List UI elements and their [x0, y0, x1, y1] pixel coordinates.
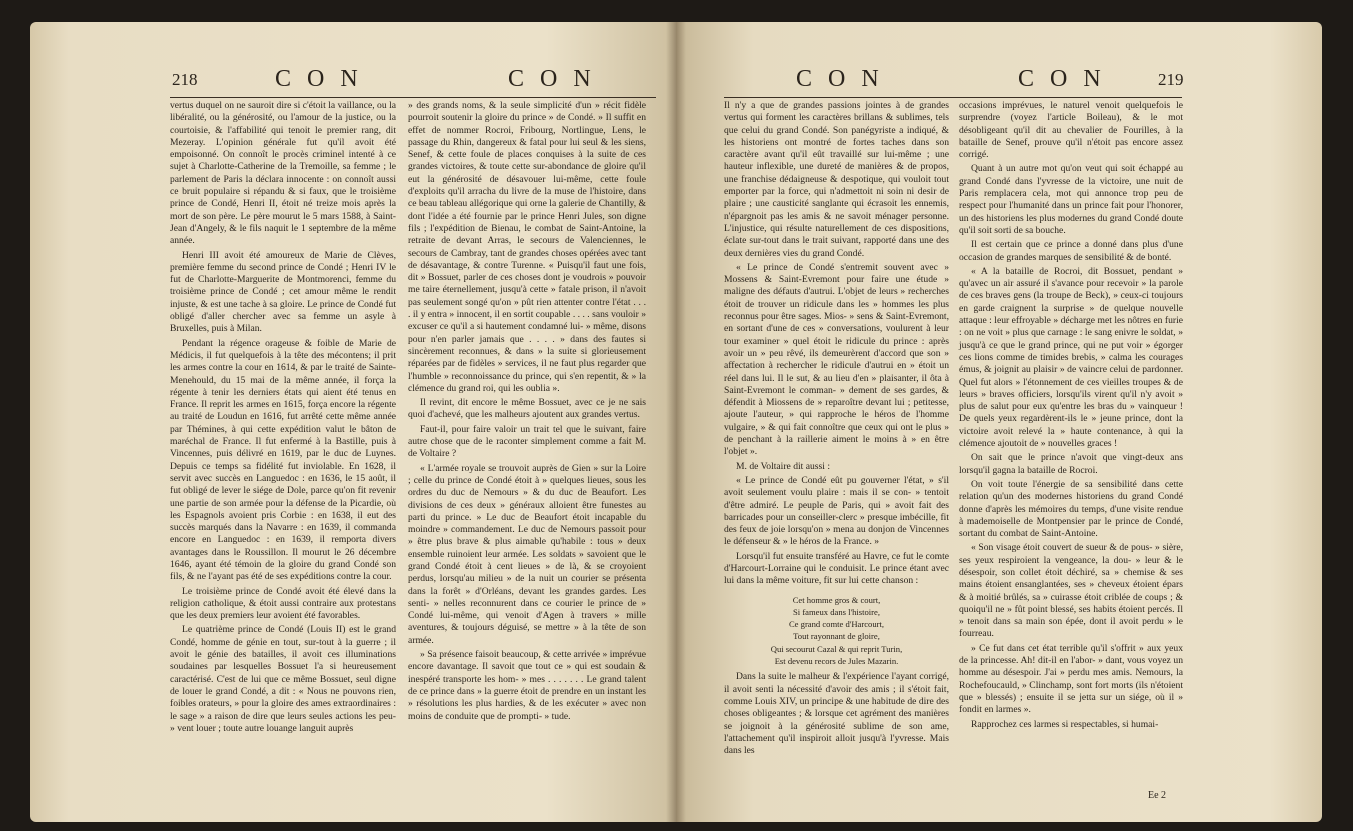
right-page-header: [676, 66, 1322, 96]
verse-line: Ce grand comte d'Harcourt,: [788, 619, 885, 630]
left-column-2: [408, 100, 646, 800]
running-head-2: C O N: [508, 66, 596, 92]
catchword: Ee 2: [1148, 790, 1167, 801]
paragraph: Pendant la régence orageuse & foible de Marie de Médicis, il fut quelquefois à la tête des mécontens; il prit les armes contre la cour en 1614, & par le traité de Sainte-Menehould, du 15 mai de la même année, il força la régente à tenir les derniers états qui aient été tenus en France. Il reprit les armes en 1615, força encore la régente au traité de Loudun en 1616, fut arrêté cette même année par Thémines, à qui cette expédition valut le bâton de maréchal de France. Il fut enfermé à la Bastille, puis à Vincennes, puis délivré en 1619, par le duc de Luynes. Depuis ce temps sa fidélité fut inviolable. En 1628, il servit avec succès en Languedoc : en 1636, le 15 août, il fut obligé de lever le siége de Dole, parce qu'on fit revenir une partie de son armée pour la défense de la Picardie, où les Espagnols avoient pris Corbie : en 1638, il eut des succès marqués dans la Navarre : en 1639, il commanda encore en Languedoc : en 1639, il remporta divers avantages dans le Roussillon. Il mourut le 26 décembre 1646, ayant été témoin de la gloire du grand Condé son fils, & ne l'ayant pas été de ses expéditions contre la cour.: [170, 337, 396, 583]
page-number: 218: [172, 70, 198, 89]
paragraph: On sait que le prince n'avoit que vingt-deux ans lorsqu'il gagna la bataille de Rocroi.: [959, 452, 1183, 476]
right-column-1: [724, 100, 949, 800]
left-page-header: [30, 66, 676, 96]
verse-line: Si fameux dans l'histoire,: [793, 606, 880, 617]
paragraph: « Le prince de Condé eût pu gouverner l'état, » s'il avoit seulement voulu plaire : mais il se con- » tentoit d'être admiré. Le peuple de Paris, qui » avoit fait des barricades pour un conseiller-clerc » presque imbécille, fit des feux de joie lorsqu'on » mena au donjon de Vincennes le défenseur & » le héros de la France. »: [724, 474, 949, 548]
open-book: [30, 22, 1323, 822]
paragraph: « Son visage étoit couvert de sueur & de pous- » sière, ses yeux respiroient la vengeance, la dou- » leur & le désespoir, son collet étoit déchiré, sa » chemise & ses mains étoient ensanglantées, ses » cheveux étoient épars & à moitié brûlés, sa » cuirasse étoit criblée de coups ; & quoiqu'il ne » fût point blessé, ses habits étoient percés. Il » tenoit dans sa main son épée, dont il avoit perdu » le fourreau.: [959, 542, 1183, 640]
paragraph: « L'armée royale se trouvoit auprès de Gien » sur la Loire ; celle du prince de Condé étoit à » quelques lieues, sous les ordres du duc de Nemours » & du duc de Beaufort. Les divisions de ces deux » généraux alloient être funestes au parti du prince. » Le duc de Beaufort étoit incapable du moindre » commandement. Le duc de Nemours passoit pour » être plus brave & plus aimable qu'habile : tous » deux ensemble ruinoient leur armée. Les soldats » savoient que le grand Condé étoit à cent lieues » de là, & se croyoient perdus, lorsqu'au milieu » de la nuit un courier se présenta dans la forêt » d'Orléans, devant les grandes gardes. Les senti- » nelles reconnurent dans ce courier le prince de » Condé lui-même, qui venoit d'Agen à travers » mille aventures, & toujours déguisé, se mettre » à la tête de son armée.: [408, 462, 646, 646]
left-column-1: [170, 100, 396, 800]
paragraph: « Le prince de Condé s'entremit souvent avec » Mossens & Saint-Evremont pour faire une étude » maligne des défauts d'autrui. L'objet de leurs » recherches étoit de trouver un ridicule dans les » hommes les plus reconnus pour être sages. Mios- » sens & Saint-Evremont, en sortant d'une de ces » conversations, voulurent à leur tour examiner » quel étoit le ridicule du prince : après avoir un » peu rêvé, ils demeurèrent d'accord que son » affectation à rechercher le ridicule d'autrui en » étoit un réel dans lui. Il le sut, & au lieu d'en » plaisanter, il ôta à Saint-Evremont le comman- » dement de ses gardes, & défendit à Miossens de » reparoître devant lui ; petitesse, ajoute l'auteur, » qui rapproche le héros de l'homme vulgaire, » & qui fait connoître que ceux qui ont le plus » de penchant à la raillerie aiment le moins à » en être l'objet ».: [724, 261, 949, 458]
paragraph: Il est certain que ce prince a donné dans plus d'une occasion de grandes marques de sensibilité & de bonté.: [959, 239, 1183, 263]
paragraph: Dans la suite le malheur & l'expérience l'ayant corrigé, il avoit senti la nécessité d'avoir des amis ; il s'étoit fait, comme Louis XIV, un principe & une habitude de dire des choses obligeantes ; & lorsque cet agrément des manières se joignoit à la générosité sublime de son ame, l'attachement qu'il inspiroit alloit jusqu'à l'yvresse. Mais dans les: [724, 671, 949, 757]
paragraph: Lorsqu'il fut ensuite transféré au Havre, ce fut le comte d'Harcourt-Lorraine qui le conduisit. Le prince étant avec lui dans la même voiture, fit sur lui cette chanson :: [724, 550, 949, 587]
running-head-2: C O N: [1018, 66, 1106, 92]
verse-line: Qui secourut Cazal & qui reprit Turin,: [770, 643, 903, 654]
paragraph: occasions imprévues, le naturel venoit quelquefois le surprendre (voyez l'article Boileau), & le mot désobligeant qu'il dit au chevalier de Fourilles, à la bataille de Senef, prouve qu'il n'étoit pas encore assez corrigé.: [959, 100, 1183, 161]
paragraph: Le troisième prince de Condé avoit été élevé dans la religion catholique, & étoit aussi contraire aux protestans que les deux premiers leur avoient été favorables.: [170, 585, 396, 622]
paragraph: vertus duquel on ne sauroit dire si c'étoit la vaillance, ou la libéralité, ou la générosité, ou l'amour de la justice, ou la courtoisie, & l'affabilité qui tenoit le premier rang, dit Mezeray. L'opinion générale fut qu'il avoit été empoisonné. On connoît le procès criminel intenté à ce sujet à Charlotte-Catherine de la Tremoille, sa femme ; le parlement de Paris la déclara innocente : on connoît aussi ce bruit populaire si répandu & si faux, que le troisième prince de Condé, Henri II, étoit né treize mois après la mort de son père. Le père mourut le 5 mars 1588, à Saint-Jean d'Angely, & le fils naquit le 1 septembre de la même année.: [170, 100, 396, 247]
verse-block: [724, 594, 949, 668]
paragraph: Le quatrième prince de Condé (Louis II) est le grand Condé, homme de génie en tout, sur-tout à la guerre ; il avoit le génie des batailles, il avoit ces illuminations soudaines par lesquelles Bossuet l'a si heureusement caractérisé. C'est de lui que ce même Bossuet, seul digne de louer le grand Condé, a dit : « Nous ne pouvons rien, foibles orateurs, » pour la gloire des ames extraordinaires : le sage » a raison de dire que leurs seules actions les peu- » vent louer ; toute autre louange languit auprès: [170, 624, 396, 734]
paragraph: » Sa présence faisoit beaucoup, & cette arrivée » imprévue encore davantage. Il savoit que tout ce » qui est soudain & inespéré transporte les hom- » mes . . . . . . . Le grand talent de ce prince dans » la guerre étoit de prendre en un instant les » résolutions les plus hardies, & de les exécuter » avec non moins de conduite que de prompti- » tude.: [408, 649, 646, 722]
paragraph: Henri III avoit été amoureux de Marie de Clèves, première femme du second prince de Condé ; Henri IV le fut de Charlotte-Marguerite de Montmorenci, femme du troisième prince de Condé ; cet amour même le rendit injuste, & est une tache à sa gloire. Le prince de Condé fut obligé d'aller chercher avec sa femme un asyle à Bruxelles, puis à Milan.: [170, 249, 396, 335]
paragraph: Il n'y a que de grandes passions jointes à de grandes vertus qui forment les caractères brillans & sublimes, tels que celui du grand Condé. Son panégyriste a indiqué, & les historiens ont montré de fortes taches dans son caractère avant qu'il eût travaillé sur lui-même ; une hauteur inflexible, une dureté de manières & de propos, une franchise dédaigneuse & despotique, qui vouloit tout emporter par la force, qui n'admettoit ni soin ni desir de plaire ; une causticité sanglante qui écrasoit les ennemis, n'épargnoit pas les amis & ne savoit ménager personne. L'injustice, qui résulte naturellement de ces dispositions, éclate sur-tout dans le trait suivant, rapporté dans une des deux dernières vies du grand Condé.: [724, 100, 949, 259]
paragraph: Faut-il, pour faire valoir un trait tel que le suivant, faire autre chose que de le raconter simplement comme a fait M. de Voltaire ?: [408, 423, 646, 460]
right-page: [676, 22, 1322, 822]
verse-line: Est devenu recors de Jules Mazarin.: [774, 656, 899, 667]
verse-line: Cet homme gros & court,: [792, 594, 881, 605]
running-head: C O N: [275, 66, 363, 92]
left-page: [30, 22, 676, 822]
paragraph: Rapprochez ces larmes si respectables, si humai-: [971, 718, 1159, 730]
paragraph: M. de Voltaire dit aussi :: [736, 460, 830, 472]
page-number: 219: [1158, 70, 1184, 89]
paragraph: » Ce fut dans cet état terrible qu'il s'offrit » aux yeux de la princesse. Ah! dit-il en l'abor- » dant, vous voyez un homme au désespoir. J'ai » perdu mes amis. Nemours, la Rochefoucauld, » Clinchamp, sont fort morts (ils n'étoient que » blessés) ; ensuite il se jetta sur un siége, où il » fondit en larmes ».: [959, 642, 1183, 716]
paragraph: On voit toute l'énergie de sa sensibilité dans cette relation qu'un des modernes historiens du grand Condé donne d'après les mémoires du temps, d'une visite rendue à mademoiselle de Montpensier par le prince de Condé, sortant du combat de Saint-Antoine.: [959, 478, 1183, 540]
paragraph: Quant à un autre mot qu'on veut qui soit échappé au grand Condé dans l'yvresse de la victoire, une nuit de Paris remplacera cela, mot qui annonce trop peu de respect pour l'humanité dans un prince fait pour l'honorer, un des historiens les plus modernes du grand Condé doute qu'il soit sorti de sa bouche.: [959, 163, 1183, 236]
verse-line: Tout rayonnant de gloire,: [793, 631, 880, 642]
right-column-2: [959, 100, 1183, 800]
paragraph: » des grands noms, & la seule simplicité d'un » récit fidèle pourroit soutenir la gloire du prince » de Condé. » Il suffit en effet de nommer Rocroi, Fribourg, Nortlingue, Lens, le passage du Rhin, dangereux & fatal pour lui seul & les siens, Senef, & cette foule de places conquises à la suite de ces grandes victoires, & toute cette sur-abondance de gloire qu'il eut la générosité de désavouer lui-même, cette foule d'exploits qu'il arracha du livre de la muse de l'histoire, dans ce beau tableau allégorique qui orne la galerie de Chantilly, & dont l'idée a été fournie par le prince Henri Jules, son digne fils ; l'expédition de Bienau, le combat de Saint-Antoine, la retraite de devant Arras, le secours de Valenciennes, le secours de Cambray, tant de grandes choses opérées avec tant de désavantage, & contre Turenne. « Puisqu'il faut une fois, dit » Bossuet, parler de ces choses dont je voudrois » pouvoir me taire éternellement, jusqu'à cette » fatale prison, il n'avoit pas seulement songé qu'on » pût rien attenter contre l'état . . . . il y entra » innocent, il en sortit coupable . . . . sans vouloir » excuser ce qu'il a si hautement condamné lui- » même, disons pour n'en parler jamais que . . . . » dans des fautes si sincèrement reconnues, & dans » la suite si glorieusement réparées par de fidèles » services, il ne faut plus regarder que l'humble » reconnoissance du prince, qui s'en repentit, & » la clémence du grand roi, qui les oublia ».: [408, 100, 646, 394]
paragraph: Il revint, dit encore le même Bossuet, avec ce je ne sais quoi d'achevé, que les malheurs ajoutent aux grandes vertus.: [408, 397, 646, 421]
paragraph: « A la bataille de Rocroi, dit Bossuet, pendant » qu'avec un air assuré il s'avance pour recevoir » la parole de ces braves gens (la troupe de Beck), » ceux-ci toujours en garde craignent la surprise » de quelque nouvelle attaque : leur effroyable » décharge met les nôtres en furie : on ne voit » plus que carnage : le sang enivre le soldat, » jusqu'à ce que le grand prince, qui ne put voir » égorger ces lions comme de timides brebis, » calma les courages émus, & joignit au plaisir » de vaincre celui de pardonner. Quel fut alors » l'étonnement de ces vieilles troupes & de leurs » braves officiers, lorsqu'ils virent qu'il n'y avoit » plus de salut pour eux qu'entre les bras du » vainqueur ! De quels yeux regardèrent-ils le » jeune prince, dont la victoire avoit relevé la » haute contenance, à qui la clémence ajoutoit de » nouvelles graces !: [959, 265, 1183, 450]
running-head: C O N: [796, 66, 884, 92]
